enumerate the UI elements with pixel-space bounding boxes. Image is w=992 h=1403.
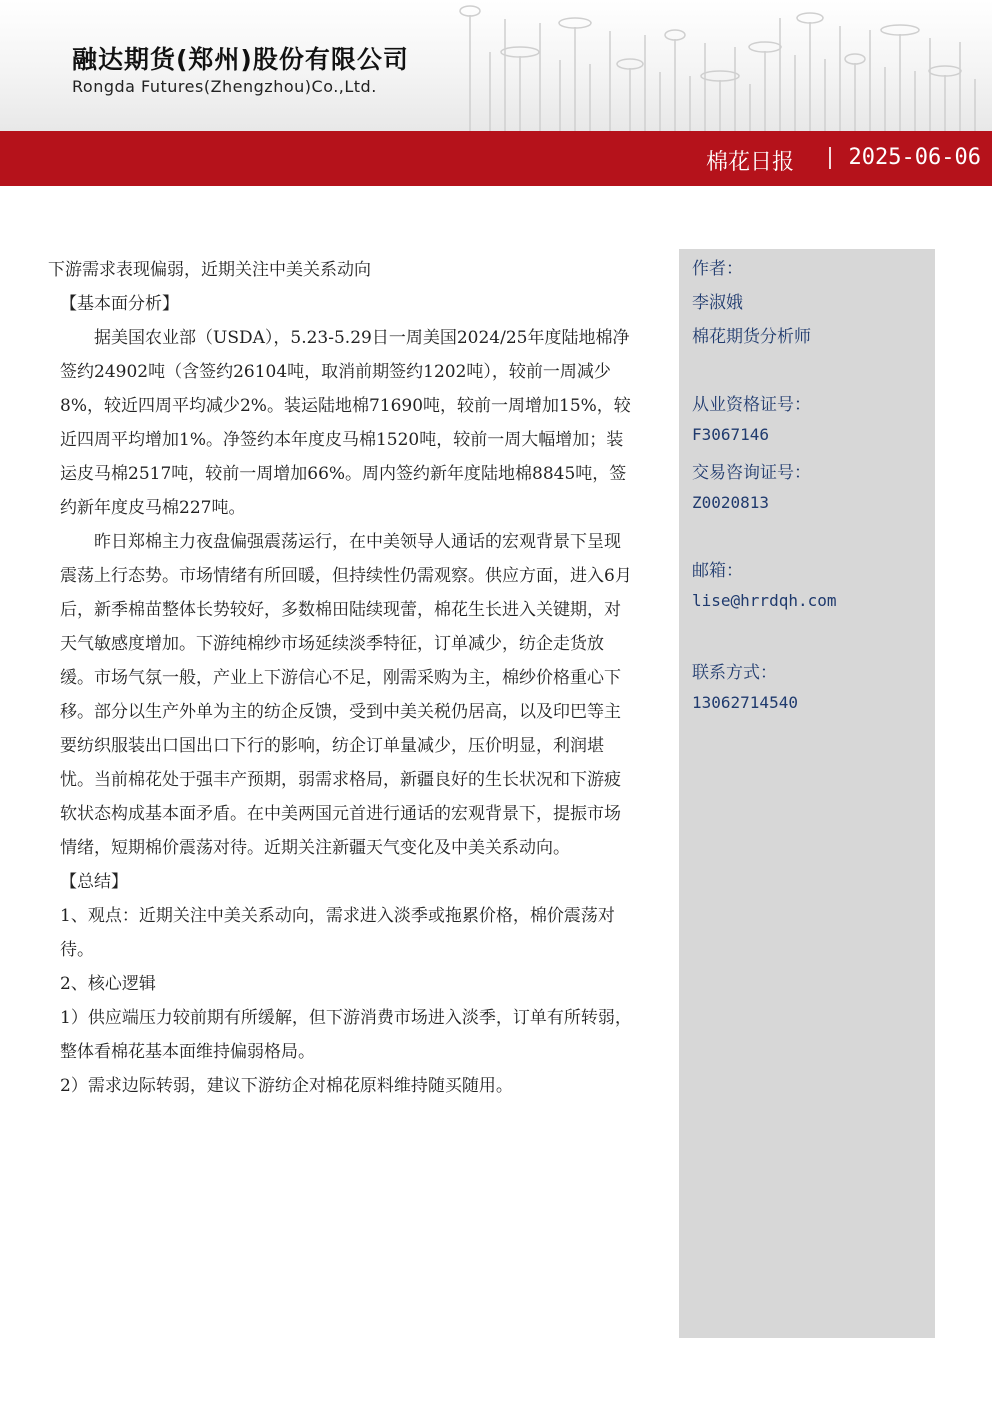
report-title: 棉花日报 <box>705 150 794 175</box>
consult-label: 交易咨询证号： <box>692 463 811 483</box>
email-label: 邮箱： <box>692 561 743 581</box>
logic-point-1: 1）供应端压力较前期有所缓解，但下游消费市场进入淡季，订单有所转弱，整体看棉花基本面维持偏弱格局。 <box>60 1008 632 1062</box>
email-link[interactable]: lise@hrrdqh.com <box>692 591 837 610</box>
phone-number: 13062714540 <box>692 693 798 712</box>
paragraph-market: 昨日郑棉主力夜盘偏强震荡运行，在中美领导人通话的宏观背景下呈现震荡上行态势。市场情绪有所回暖，但持续性仍需观察。供应方面，进入6月后，新季棉苗整体长势较好，多数棉田陆续现蕾，棉花生长进入关键期，对天气敏感度增加。下游纯棉纱市场延续淡季特征，订单减少，纺企走货放缓。市场气氛一般，产业上下游信心不足，刚需采购为主，棉纱价格重心下移。部分以生产外单为主的纺企反馈，受到中美关税仍居高，以及印巴等主要纺织服装出口国出口下行的影响，纺企订单量减少，压价明显，利润堪忧。当前棉花处于强丰产预期，弱需求格局，新疆良好的生长状况和下游疲软状态构成基本面矛盾。在中美两国元首进行通话的宏观背景下，提振市场情绪，短期棉价震荡对待。近期关注新疆天气变化及中美关系动向。 <box>60 532 632 858</box>
author-label: 作者： <box>692 259 743 279</box>
author-name: 李淑娥 <box>692 293 743 313</box>
page-header <box>0 0 992 131</box>
report-title-bar <box>0 131 992 186</box>
logic-heading: 2、核心逻辑 <box>60 974 156 994</box>
company-name-cn: 融达期货(郑州)股份有限公司 <box>72 45 409 74</box>
cert-label: 从业资格证号： <box>692 395 811 415</box>
company-name-en: Rongda Futures(Zhengzhou)Co.,Ltd. <box>72 77 377 96</box>
report-date: 2025-06-06 <box>848 145 981 170</box>
article-body <box>48 253 634 1103</box>
logic-point-2: 2）需求边际转弱，建议下游纺企对棉花原料维持随买随用。 <box>60 1076 513 1096</box>
title-separator <box>829 147 831 169</box>
article-headline: 下游需求表现偏弱，近期关注中美关系动向 <box>48 260 371 280</box>
cert-number: F3067146 <box>692 425 770 444</box>
paragraph-usda: 据美国农业部（USDA），5.23-5.29日一周美国2024/25年度陆地棉净签约24902吨（含签约26104吨，取消前期签约1202吨），较前一周减少8%，较近四周平均减少2%。装运陆地棉71690吨，较前一周增加15%，较近四周平均增加1%。净签约本年度皮马棉1520吨，较前一周大幅增加；装运皮马棉2517吨，较前一周增加66%。周内签约新年度陆地棉8845吨，签约新年度皮马棉227吨。 <box>60 328 631 518</box>
section-heading-summary: 【总结】 <box>60 872 128 892</box>
contact-label: 联系方式： <box>692 663 777 683</box>
consult-number: Z0020813 <box>692 493 770 512</box>
summary-view: 1、观点：近期关注中美关系动向，需求进入淡季或拖累价格，棉价震荡对待。 <box>60 906 615 960</box>
section-heading-fundamental: 【基本面分析】 <box>60 294 179 314</box>
author-sidebar <box>679 249 935 1338</box>
author-title: 棉花期货分析师 <box>692 327 811 347</box>
